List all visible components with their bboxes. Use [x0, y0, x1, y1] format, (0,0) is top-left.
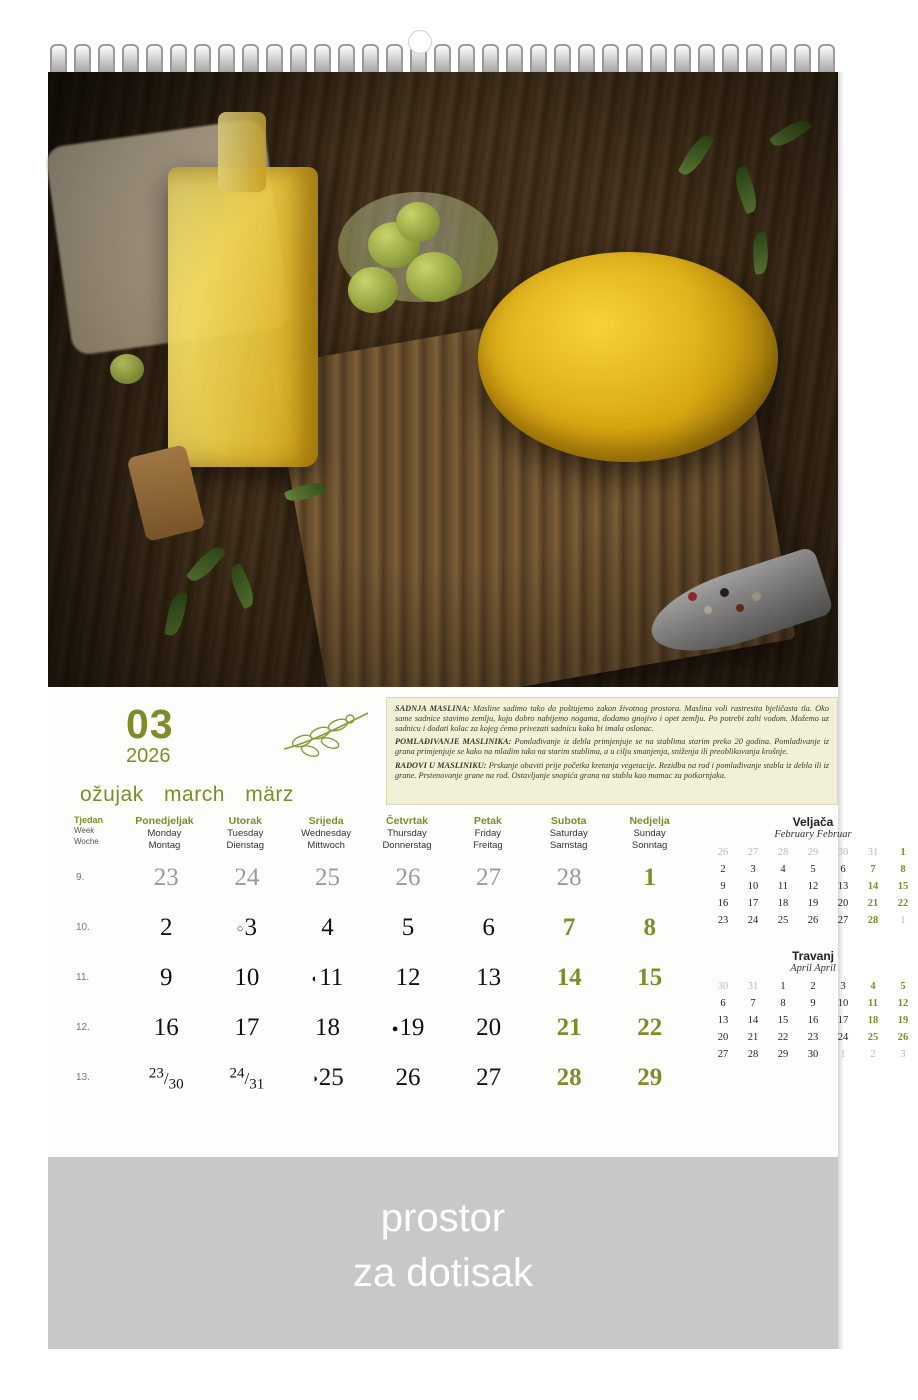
week-row: [70, 953, 690, 1003]
month-name-de: märz: [245, 783, 294, 806]
mini-day-cell: 26: [897, 1032, 909, 1043]
mini-day-cell: 11: [868, 998, 878, 1009]
mini-day-cell: 27: [747, 847, 759, 858]
weekday-header-saturday: Subota Saturday Samstag: [549, 815, 588, 852]
imprint-line-2: za dotisak: [352, 1251, 534, 1296]
day-cell[interactable]: 8: [643, 913, 656, 941]
mini-month-row: [708, 895, 918, 912]
olive-branch-icon: [280, 703, 372, 763]
mini-month-subtitle: April April: [790, 963, 836, 974]
mini-day-cell: 25: [777, 915, 789, 926]
moon-phase-new-moon-open-icon: ○: [236, 923, 244, 936]
mini-day-cell: 27: [717, 1049, 729, 1060]
week-number: 13.: [76, 1072, 90, 1084]
mini-day-cell: 4: [870, 981, 876, 992]
mini-day-cell: 20: [717, 1032, 729, 1043]
mini-month-row: [708, 912, 918, 929]
page-edge: [838, 72, 844, 1349]
day-cell[interactable]: 23/30: [148, 1064, 184, 1092]
week-row: [70, 903, 690, 953]
mini-month-next: [708, 949, 918, 1063]
imprint-line-1: prostor: [380, 1196, 506, 1240]
mini-day-cell: 29: [807, 847, 819, 858]
mini-day-cell: 13: [837, 881, 849, 892]
mini-month-row: [708, 995, 918, 1012]
day-cell[interactable]: 28: [556, 1063, 582, 1091]
mini-day-cell: 11: [777, 881, 789, 892]
mini-day-cell: 1: [840, 1049, 846, 1060]
mini-day-cell: 21: [867, 898, 879, 909]
mini-day-cell: 30: [837, 847, 849, 858]
mini-day-cell: 17: [747, 898, 759, 909]
weekday-header-row: [70, 815, 690, 853]
day-cell[interactable]: 22: [637, 1013, 663, 1041]
mini-day-cell: 31: [747, 981, 759, 992]
weekday-header-friday: Petak Friday Freitag: [473, 815, 503, 852]
mini-day-cell: 1: [900, 847, 906, 858]
mini-month-row: [708, 978, 918, 995]
mini-day-cell: 5: [810, 864, 816, 875]
day-cell[interactable]: 23: [153, 863, 179, 891]
day-cell[interactable]: 29: [637, 1063, 663, 1091]
mini-day-cell: 8: [780, 998, 786, 1009]
mini-day-cell: 30: [807, 1049, 819, 1060]
agronomy-notes: [386, 697, 838, 805]
mini-day-cell: 4: [780, 864, 786, 875]
note-paragraph: SADNJA MASLINA: Masline sadimo tako da poštujemo zakon životnog prostora. Maslina voli rastresita bjeličasta tla. Oko same sadnice stavimo zemlju, koju dobro nabijemo nogama, dodamo gnojivo i opet zemlju. Po potrebi zalti vodom. Možemo uz sadnicu i dodati kolac za kojeg ćemo privezati sadnicu kako bi imala oslonac.: [395, 704, 830, 734]
mini-day-cell: 18: [867, 1015, 879, 1026]
day-cell[interactable]: 12: [395, 963, 421, 991]
moon-phase-first-quarter-icon: ◑: [311, 1073, 318, 1086]
mini-month-row: [708, 1012, 918, 1029]
week-number: 9.: [76, 872, 85, 884]
mini-day-cell: 19: [807, 898, 819, 909]
weekday-header-monday: Ponedjeljak Monday Montag: [135, 815, 194, 852]
mini-day-cell: 18: [777, 898, 789, 909]
day-cell[interactable]: 1: [643, 863, 656, 891]
mini-day-cell: 26: [717, 847, 729, 858]
hanging-hole: [408, 30, 432, 54]
month-number: 03: [126, 701, 174, 747]
mini-day-cell: 13: [717, 1015, 729, 1026]
month-grid: [70, 815, 690, 1103]
day-cell[interactable]: 24: [234, 863, 260, 891]
mini-day-cell: 19: [897, 1015, 909, 1026]
day-cell[interactable]: 24/31: [229, 1064, 265, 1092]
note-paragraph: POMLAĐIVANJE MASLINIKA: Pomlađivanje iz debla primjenjuje se na stablima starim preko 20 godina. Pomlađivanje iz grana primjenjuje se kako na mladim tako na starim stablima, a u cilju smanjenja, sniženja ili preoblikovanja krošnje.: [395, 737, 829, 757]
mini-month-title: Travanj: [791, 949, 835, 963]
mini-day-cell: 9: [720, 881, 726, 892]
mini-day-cell: 3: [840, 981, 846, 992]
mini-day-cell: 7: [870, 864, 876, 875]
day-cell[interactable]: ●19: [391, 1013, 425, 1041]
mini-day-cell: 29: [777, 1049, 789, 1060]
mini-day-cell: 28: [747, 1049, 759, 1060]
mini-day-cell: 14: [747, 1015, 759, 1026]
day-cell[interactable]: 26: [395, 1063, 421, 1091]
weekday-header-thursday: Četvrtak Thursday Donnerstag: [382, 815, 432, 852]
mini-day-cell: 8: [900, 864, 906, 875]
day-cell[interactable]: 4: [321, 913, 334, 941]
day-cell[interactable]: 27: [476, 863, 502, 891]
mini-day-cell: 21: [747, 1032, 759, 1043]
mini-day-cell: 12: [807, 881, 819, 892]
moon-phase-last-quarter-icon: ◐: [311, 973, 319, 986]
mini-month-row: [708, 844, 918, 861]
mini-day-cell: 15: [897, 881, 909, 892]
month-name-hr: ožujak: [80, 783, 144, 806]
day-cell[interactable]: ○3: [236, 913, 257, 941]
mini-month-row: [708, 878, 918, 895]
mini-day-cell: 16: [807, 1015, 819, 1026]
day-cell[interactable]: 2: [160, 913, 173, 941]
mini-day-cell: 15: [777, 1015, 789, 1026]
mini-day-cell: 17: [837, 1015, 849, 1026]
mini-day-cell: 20: [837, 898, 849, 909]
month-name-en: march: [164, 783, 225, 806]
week-number: 11.: [76, 972, 90, 984]
mini-day-cell: 2: [870, 1049, 876, 1060]
mini-month-subtitle: February Februar: [774, 829, 852, 840]
day-cell[interactable]: 5: [401, 913, 415, 941]
day-cell[interactable]: 16: [153, 1013, 179, 1041]
mini-day-cell: 10: [747, 881, 759, 892]
weekday-header-wednesday: Srijeda Wednesday Mittwoch: [301, 815, 352, 852]
imprint-space: [48, 1157, 838, 1349]
mini-day-cell: 7: [750, 998, 756, 1009]
day-cell[interactable]: ◑25: [311, 1063, 344, 1091]
mini-day-cell: 25: [867, 1032, 879, 1043]
mini-day-cell: 23: [807, 1032, 819, 1043]
week-number: 10.: [76, 922, 90, 934]
mini-month-previous: [708, 815, 918, 929]
day-cell[interactable]: 14: [556, 963, 582, 991]
day-cell[interactable]: 13: [476, 963, 502, 991]
moon-phase-full-moon-icon: ●: [391, 1023, 399, 1036]
mini-day-cell: 14: [867, 881, 879, 892]
mini-day-cell: 26: [807, 915, 819, 926]
month-names: [80, 783, 308, 807]
mini-day-cell: 16: [717, 898, 729, 909]
mini-day-cell: 10: [837, 998, 849, 1009]
imprint-text: [48, 1191, 838, 1301]
mini-month-title: Veljača: [792, 815, 834, 829]
day-cell[interactable]: 10: [234, 963, 260, 991]
day-cell[interactable]: 28: [556, 863, 582, 891]
mini-day-cell: 6: [720, 998, 726, 1009]
mini-day-cell: 3: [900, 1049, 906, 1060]
note-paragraph: RADOVI U MASLINIKU: Prskanje obaviti prije početka kretanja vegetacije. Rezidba na rod i pomlađivanje stabla iz debla ili iz grane. Prstenovanje grane na rod. Ostavljanje snopića grana na stablu kao mamac za potkornjaka.: [395, 760, 829, 780]
day-cell[interactable]: 7: [562, 913, 576, 941]
mini-day-cell: 30: [717, 981, 729, 992]
weekday-header-sunday: Nedjelja Sunday Sonntag: [629, 815, 670, 852]
day-cell[interactable]: 27: [476, 1063, 502, 1091]
mini-day-cell: 6: [840, 864, 846, 875]
mini-month-row: [708, 1029, 918, 1046]
year-label: 2026: [126, 745, 171, 767]
day-cell[interactable]: 25: [314, 863, 340, 891]
week-row: [70, 1003, 690, 1053]
mini-day-cell: 28: [867, 915, 879, 926]
mini-month-row: [708, 861, 918, 878]
day-cell[interactable]: ◐11: [311, 963, 344, 991]
mini-day-cell: 22: [897, 898, 909, 909]
day-cell[interactable]: 18: [314, 1013, 340, 1041]
day-cell[interactable]: 9: [160, 963, 173, 991]
mini-day-cell: 2: [720, 864, 726, 875]
day-cell[interactable]: 15: [637, 963, 663, 991]
mini-day-cell: 22: [777, 1032, 789, 1043]
mini-day-cell: 23: [717, 915, 729, 926]
calendar-area: [48, 687, 909, 1157]
weekday-header-tuesday: Utorak Tuesday Dienstag: [226, 815, 265, 852]
mini-day-cell: 31: [867, 847, 879, 858]
mini-month-row: [708, 1046, 918, 1063]
day-cell[interactable]: 6: [482, 913, 495, 941]
mini-day-cell: 28: [777, 847, 789, 858]
mini-day-cell: 24: [747, 915, 759, 926]
mini-day-cell: 9: [810, 998, 816, 1009]
week-row: [70, 853, 690, 903]
day-cell[interactable]: 20: [476, 1013, 502, 1041]
mini-day-cell: 27: [837, 915, 849, 926]
mini-day-cell: 12: [897, 998, 909, 1009]
mini-day-cell: 3: [750, 864, 756, 875]
mini-day-cell: 5: [900, 981, 906, 992]
day-cell[interactable]: 17: [234, 1013, 260, 1041]
day-cell[interactable]: 26: [395, 863, 421, 891]
week-number: 12.: [76, 1022, 90, 1034]
weekday-header-week: Tjedan Week Woche: [74, 815, 104, 846]
mini-day-cell: 1: [780, 981, 786, 992]
mini-day-cell: 1: [900, 915, 906, 926]
day-cell[interactable]: 21: [556, 1013, 582, 1041]
mini-day-cell: 2: [810, 981, 816, 992]
mini-day-cell: 24: [837, 1032, 849, 1043]
header-photo-olive-oil: [48, 72, 838, 687]
week-row: [70, 1053, 690, 1103]
